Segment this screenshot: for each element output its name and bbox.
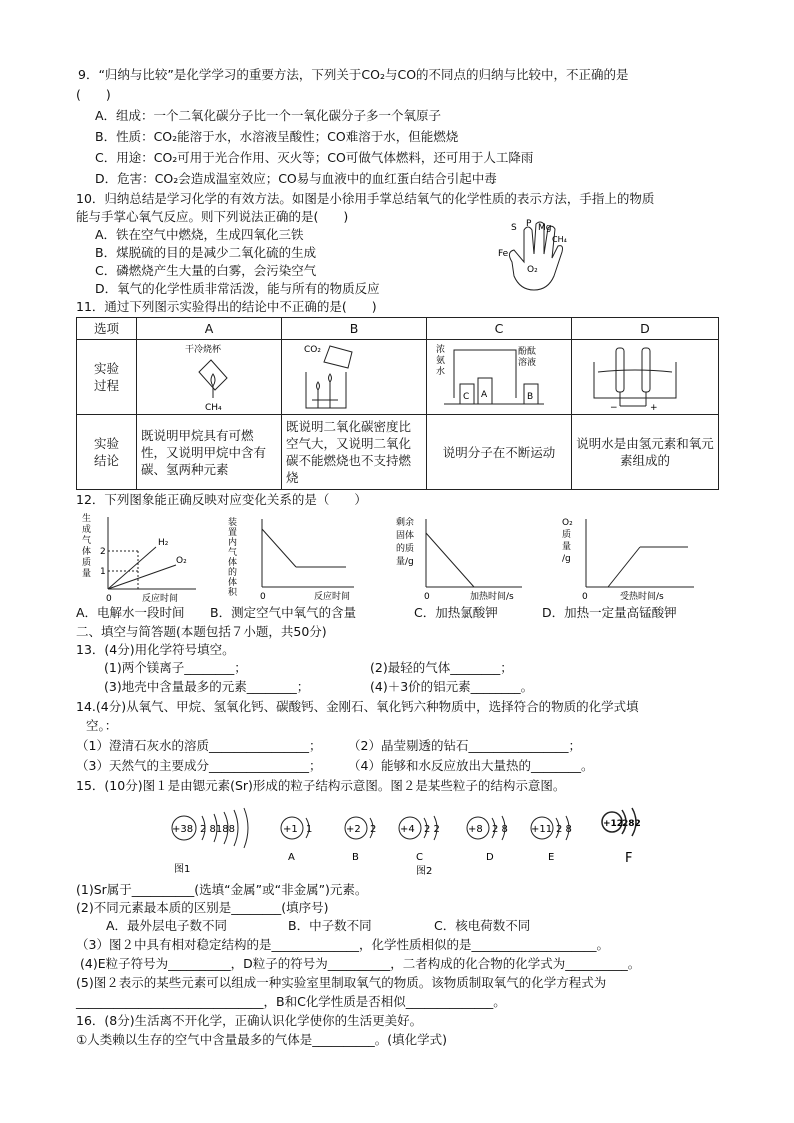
fig-a-gas-label: CH₄ xyxy=(205,403,222,412)
q16-stem: 16．(8分)生活离不开化学，正确认识化学使你的生活更美好。 xyxy=(76,1013,423,1028)
q12-option-c: C．加热氯酸钾 xyxy=(414,605,498,620)
q9-option-c: C．用途：CO₂可用于光合作用、灭火等；CO可做气体燃料，还可用于人工降雨 xyxy=(95,150,534,165)
fig-d-minus: − xyxy=(610,403,618,412)
particle-c xyxy=(399,816,440,876)
particle-b xyxy=(345,817,376,863)
conclusion-a: 既说明甲烷具有可燃性，又说明甲烷中含有碳、氢两种元素 xyxy=(137,415,282,490)
particle-d-label: D xyxy=(486,852,494,863)
hand-label-fe: Fe xyxy=(498,249,509,259)
header-d: D xyxy=(572,318,719,340)
graph-a-h2-label: H₂ xyxy=(158,538,169,548)
q10-option-c: C．磷燃烧产生大量的白雾，会污染空气 xyxy=(95,263,317,278)
q15-atom-diagrams xyxy=(160,800,660,876)
q13-item-1: (1)两个镁离子________； xyxy=(104,660,247,675)
q9-stem: 9．“归纳与比较”是化学学习的重要方法，下列关于CO₂与CO的不同点的归纳与比较中，不正确的是 xyxy=(78,67,629,82)
header-c: C xyxy=(427,318,572,340)
hand-label-o2: O₂ xyxy=(527,265,538,275)
graph-b-ylabel: 装置内气体的体积 xyxy=(228,518,238,598)
section-2-title: 二、填空与简答题(本题包括７小题，共50分) xyxy=(76,624,327,639)
q10-option-a: A．铁在空气中燃烧，生成四氧化三铁 xyxy=(95,227,304,242)
particle-f-nucleus: +12 xyxy=(603,819,624,829)
q15-part-3: （3）图２中具有相对稳定结构的是______________，化学性质相似的是____________________。 xyxy=(76,937,609,952)
particle-d-nucleus: +8 xyxy=(468,824,483,835)
particle-f xyxy=(602,808,641,866)
hand-label-s: S xyxy=(511,223,517,233)
particle-c-shells: 2 2 xyxy=(424,824,440,835)
graph-a-origin: 0 xyxy=(106,594,112,603)
hand-label-mg: Mg xyxy=(538,223,552,233)
q12-graph-a xyxy=(76,511,206,603)
particle-f-shells: 282 xyxy=(622,819,641,829)
particle-a-shells: 1 xyxy=(306,824,313,835)
q9-paren: ( ) xyxy=(76,87,111,102)
q13-item-4: (4)＋3价的铝元素________。 xyxy=(370,679,534,694)
q10-option-b: B．煤脱硫的目的是减少二氧化硫的生成 xyxy=(95,245,317,260)
q12-option-b: B．测定空气中氧气的含量 xyxy=(210,605,357,620)
q15-part-5-line1: (5)图２表示的某些元素可以组成一种实验室里制取氧气的物质。该物质制取氧气的化学方程式为 xyxy=(76,975,607,990)
sr-nucleus: +38 xyxy=(172,824,194,835)
q14-item-2: （2）晶莹剔透的钻石________________； xyxy=(348,738,581,753)
header-b: B xyxy=(282,318,427,340)
q14-item-1: （1）澄清石灰水的溶质________________； xyxy=(76,738,322,753)
particle-c-label: C xyxy=(416,852,423,863)
q15-part-2-option-b: B．中子数不同 xyxy=(288,918,372,933)
q14-stem-line2: 空。： xyxy=(86,718,118,733)
hand-label-ch4: CH₄ xyxy=(552,235,567,244)
q10-stem-line1: 10．归纳总结是学习化学的有效方法。如图是小徐用手掌总结氧气的化学性质的表示方法，手指上的物质 xyxy=(76,191,655,206)
q10-stem-line2: 能与手掌心氧气反应。则下列说法正确的是( ) xyxy=(76,209,349,224)
graph-b-xlabel: 反应时间 xyxy=(314,592,351,602)
conclusion-c: 说明分子在不断运动 xyxy=(427,415,572,490)
q13-item-3: (3)地壳中含量最多的元素________； xyxy=(104,679,310,694)
header-a: A xyxy=(137,318,282,340)
fig1-label: 图1 xyxy=(174,864,191,875)
q15-part-2-option-c: C．核电荷数不同 xyxy=(434,918,531,933)
sr-atom-diagram xyxy=(172,808,248,875)
graph-a-o2-label: O₂ xyxy=(176,556,187,566)
graph-c-origin: 0 xyxy=(424,592,430,602)
experiment-c-figure xyxy=(427,340,572,415)
q9-option-a: A．组成：一个二氧化碳分子比一个一氧化碳分子多一个氧原子 xyxy=(95,108,442,123)
particle-a-nucleus: +1 xyxy=(283,824,298,835)
sr-shells: 2 8188 xyxy=(200,824,235,835)
particle-b-shells: 2 xyxy=(370,824,377,835)
experiment-d-figure xyxy=(572,340,719,415)
experiment-a-figure xyxy=(137,340,282,415)
q14-stem-line1: 14.(4分)从氧气、甲烷、氢氧化钙、碳酸钙、金刚石、氧化钙六种物质中，选择符合的物质的化学式填 xyxy=(76,699,639,714)
q13-item-2: (2)最轻的气体________； xyxy=(370,660,513,675)
q15-stem: 15．(10分)图１是由锶元素(Sr)形成的粒子结构示意图。图２是某些粒子的结构示意图。 xyxy=(76,778,566,793)
fig-c-beaker-c: C xyxy=(463,392,470,402)
fig-b-gas-label: CO₂ xyxy=(304,345,321,355)
q16-part-1: ①人类赖以生存的空气中含量最多的气体是__________。(填化学式) xyxy=(76,1032,447,1047)
particle-e-nucleus: +11 xyxy=(531,824,553,835)
fig-c-beaker-a: A xyxy=(481,390,488,400)
q15-part-2-option-a: A．最外层电子数不同 xyxy=(106,918,228,933)
q14-item-4: （4）能够和水反应放出大量热的________。 xyxy=(348,758,594,773)
row-label-conclusion: 实验 结论 xyxy=(77,415,137,490)
q15-part-4: (4)E粒子符号为__________，D粒子的符号为__________，二者构成的化合物的化学式为__________。 xyxy=(80,956,641,971)
q12-graph-d xyxy=(560,515,700,605)
q11-table xyxy=(76,317,719,490)
q10-option-d: D．氧气的化学性质非常活泼，能与所有的物质反应 xyxy=(95,281,380,296)
graph-d-ylabel: O₂ 质量/g xyxy=(562,518,573,564)
graph-a-y2: 2 xyxy=(100,547,106,557)
graph-c-xlabel: 加热时间/s xyxy=(470,592,514,602)
q12-stem: 12．下列图象能正确反映对应变化关系的是（ ） xyxy=(76,492,367,507)
particle-b-label: B xyxy=(352,852,359,863)
q15-part-1: (1)Sr属于__________(选填“金属”或“非金属”)元素。 xyxy=(76,882,368,897)
graph-c-ylabel: 剩余固体的质量/g xyxy=(396,518,415,567)
q9-option-d: D．危害：CO₂会造成温室效应；CO易与血液中的血红蛋白结合引起中毒 xyxy=(95,171,497,186)
particle-e xyxy=(531,816,572,863)
q9-option-b: B．性质：CO₂能溶于水，水溶液呈酸性；CO难溶于水，但能燃烧 xyxy=(95,129,459,144)
fig-c-right-label: 酚酞溶液 xyxy=(518,347,537,368)
q14-item-3: （3）天然气的主要成分________________； xyxy=(76,758,322,773)
hand-label-p: P xyxy=(526,219,532,229)
fig-a-cup-label: 干冷烧杯 xyxy=(185,345,222,355)
fig-d-plus: + xyxy=(650,403,658,412)
q12-option-a: A．电解水一段时间 xyxy=(76,605,185,620)
row-label-process: 实验 过程 xyxy=(77,340,137,415)
particle-e-label: E xyxy=(548,852,555,863)
particle-d-shells: 2 8 xyxy=(492,824,508,835)
fig-c-left-label: 浓氨水 xyxy=(436,345,446,377)
graph-a-xlabel: 反应时间 xyxy=(142,594,179,603)
fig-c-beaker-b: B xyxy=(527,392,534,402)
particle-a xyxy=(281,817,312,863)
conclusion-b: 既说明二氧化碳密度比空气大，又说明二氧化碳不能燃烧也不支持燃烧 xyxy=(282,415,427,490)
conclusion-d: 说明水是由氢元素和氧元素组成的 xyxy=(572,415,719,490)
graph-a-ylabel: 生成气体质量 xyxy=(82,514,92,579)
q15-part-5-line2: ______________________________，B和C化学性质是否相似______________。 xyxy=(76,994,506,1009)
particle-b-nucleus: +2 xyxy=(346,824,361,835)
particle-d xyxy=(467,816,508,863)
particle-c-nucleus: +4 xyxy=(400,824,415,835)
graph-b-origin: 0 xyxy=(260,592,266,602)
q15-part-2: (2)不同元素最本质的区别是________(填序号) xyxy=(76,900,329,915)
fig2-label: 图2 xyxy=(416,866,433,876)
particle-e-shells: 2 8 xyxy=(556,824,572,835)
q12-graph-c xyxy=(394,515,524,605)
q13-stem: 13．(4分)用化学符号填空。 xyxy=(76,642,235,657)
q11-stem: 11．通过下列图示实验得出的结论中不正确的是( ) xyxy=(76,299,377,314)
graph-a-y1: 1 xyxy=(100,567,106,577)
q12-option-d: D．加热一定量高锰酸钾 xyxy=(542,605,677,620)
experiment-b-figure xyxy=(282,340,427,415)
graph-d-xlabel: 受热时间/s xyxy=(620,592,664,602)
particle-f-label: F xyxy=(625,851,633,866)
hand-diagram xyxy=(494,218,580,294)
graph-d-origin: 0 xyxy=(582,592,588,602)
q12-graph-b xyxy=(226,515,356,605)
particle-a-label: A xyxy=(288,852,295,863)
header-option: 选项 xyxy=(77,318,137,340)
